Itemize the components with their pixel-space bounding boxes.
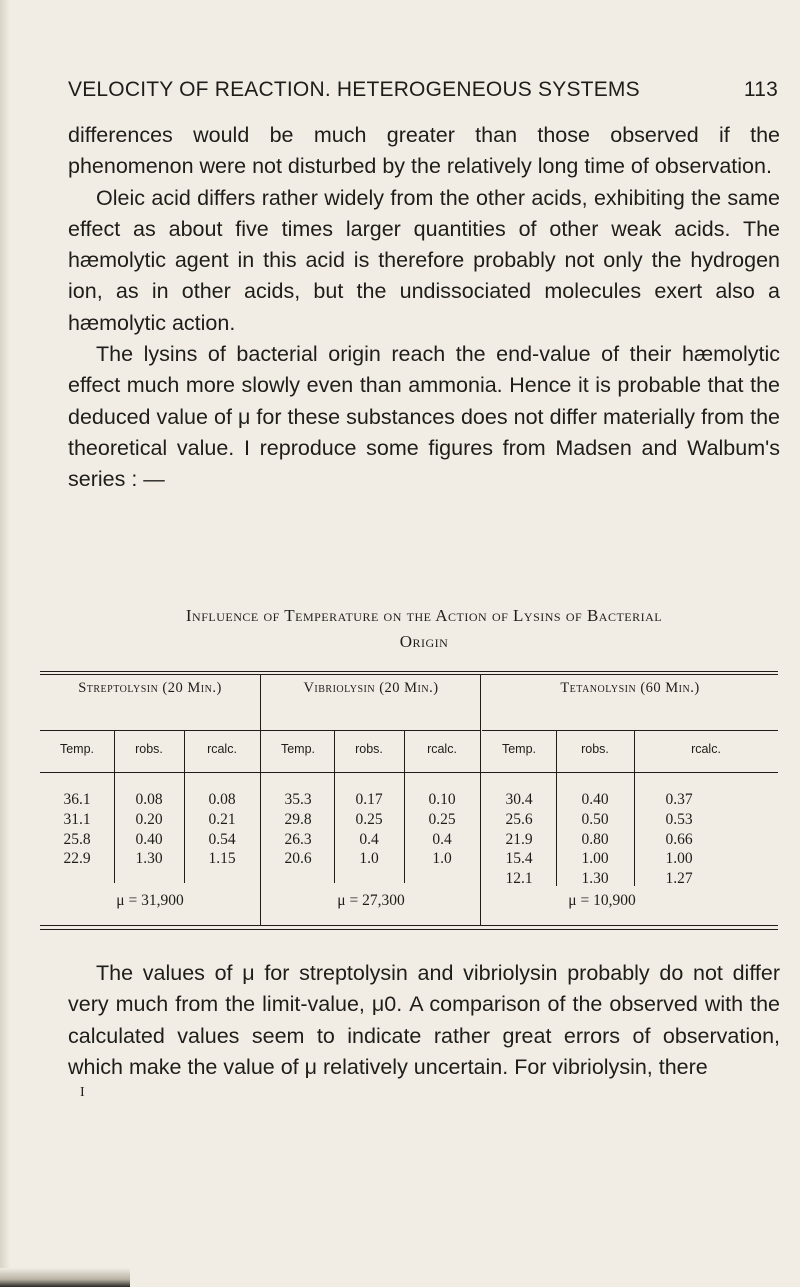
table-cell: 0.66: [665, 830, 693, 848]
table-cell: 0.4: [359, 830, 379, 848]
table-cell: 20.6: [284, 850, 312, 868]
table-title: [68, 603, 780, 655]
column-header: robs.: [355, 742, 383, 756]
table-top-rule: [40, 674, 778, 675]
column-header: rcalc.: [691, 742, 721, 756]
table-cell: 15.4: [505, 850, 533, 868]
table-cell: 0.40: [135, 830, 163, 848]
temp-column: [40, 790, 114, 869]
table-cell: 29.8: [284, 810, 312, 828]
table-cell: 21.9: [505, 830, 533, 848]
table-cell: 0.37: [665, 791, 693, 808]
table-cell: 0.10: [428, 791, 456, 808]
obs-column: [114, 790, 184, 869]
column-header: robs.: [581, 742, 609, 756]
group-header-vibriolysin: Vibriolysin (20 Min.): [303, 680, 439, 696]
table-cell: 1.15: [208, 850, 236, 868]
mu-value: μ = 27,300: [337, 892, 405, 909]
table-cell: 22.9: [63, 850, 91, 868]
page-bottom-mark: [0, 1268, 130, 1287]
mu-value: μ = 31,900: [116, 892, 184, 909]
group-header-streptolysin: Streptolysin (20 Min.): [78, 680, 222, 696]
table-cell: 26.3: [284, 830, 312, 848]
table-cell: 0.50: [581, 810, 609, 828]
table-cell: 1.0: [432, 850, 452, 868]
table-bottom-rule: [40, 925, 778, 926]
body-text-continued: [68, 958, 780, 1083]
column-header: Temp.: [501, 742, 537, 756]
table-bottom-rule: [40, 929, 778, 930]
group-underline: [262, 730, 480, 731]
table-cell: 0.53: [665, 810, 693, 828]
temp-column: [482, 790, 556, 889]
table-cell: 0.80: [581, 830, 609, 848]
column-header: rcalc.: [207, 742, 237, 756]
obs-column: [556, 790, 634, 889]
table-title-line: Influence of Temperature on the Action of Lysins of Bacterial: [185, 606, 663, 625]
table-cell: 1.27: [665, 870, 693, 888]
running-title: VELOCITY OF REACTION. HETEROGENEOUS SYSTEMS: [68, 78, 640, 101]
page-edge-shadow: [0, 0, 10, 1287]
table-cell: 0.40: [581, 791, 609, 808]
table-cell: 12.1: [505, 870, 533, 888]
table-cell: 0.25: [355, 810, 383, 828]
running-header: [68, 78, 778, 102]
paragraph: Oleic acid differs rather widely from the other acids, exhibiting the same effect as about five times larger quantities of other weak acids. The hæmolytic agent in this acid is therefore probably not only the hydrogen ion, as in other acids, but the undissociated molecules exert also a hæmolytic action.: [68, 185, 780, 335]
paragraph: The lysins of bacterial origin reach the end-value of their hæmolytic effect much more slowly even than ammonia. Hence it is probable that the deduced value of μ for these substances does not differ materially from the theoretical value. I reproduce some figures from Madsen and Walbum's series : —: [68, 342, 780, 492]
table-cell: 0.54: [208, 830, 236, 848]
table-cell: 1.00: [665, 850, 693, 868]
signature-mark: I: [80, 1085, 85, 1100]
table-cell: 0.20: [135, 810, 163, 828]
table-cell: 31.1: [63, 810, 91, 828]
table-cell: 0.21: [208, 810, 236, 828]
table-top-rule: [40, 671, 778, 672]
table-cell: 0.08: [135, 791, 163, 808]
column-header: Temp.: [59, 742, 95, 756]
table-title-line: Origin: [399, 632, 449, 651]
column-header: rcalc.: [427, 742, 457, 756]
table-cell: 0.17: [355, 791, 383, 808]
obs-column: [334, 790, 404, 869]
body-text: [68, 120, 780, 496]
table-cell: 36.1: [63, 791, 91, 808]
table-cell: 30.4: [505, 791, 533, 808]
table-cell: 0.25: [428, 810, 456, 828]
table-cell: 1.30: [135, 850, 163, 868]
group-underline: [482, 730, 778, 731]
table-cell: 0.08: [208, 791, 236, 808]
paragraph: differences would be much greater than those observed if the phenomenon were not disturbed by the relatively long time of observation.: [68, 123, 780, 179]
page-number: 113: [743, 78, 778, 101]
column-header: Temp.: [280, 742, 316, 756]
paragraph: The values of μ for streptolysin and vibriolysin probably do not differ very much from the limit-value, μ0. A comparison of the observed with the calculated values seem to indicate rather great errors of observation, which make the value of μ relatively uncertain. For vibriolysin, there: [68, 961, 780, 1079]
header-rule: [40, 772, 778, 773]
table-cell: 0.4: [432, 830, 452, 848]
column-header: robs.: [135, 742, 163, 756]
mu-value: μ = 10,900: [568, 892, 636, 909]
table-cell: 35.3: [284, 791, 312, 808]
group-header-tetanolysin: Tetanolysin (60 Min.): [560, 680, 700, 696]
table-cell: 1.30: [581, 870, 609, 888]
table-cell: 1.00: [581, 850, 609, 868]
temp-column: [262, 790, 334, 869]
calc-column: [184, 790, 260, 869]
calc-column: [634, 790, 724, 889]
group-underline: [40, 730, 278, 731]
calc-column: [404, 790, 480, 869]
table-cell: 25.6: [505, 810, 533, 828]
table-cell: 1.0: [359, 850, 379, 868]
table-cell: 25.8: [63, 830, 91, 848]
